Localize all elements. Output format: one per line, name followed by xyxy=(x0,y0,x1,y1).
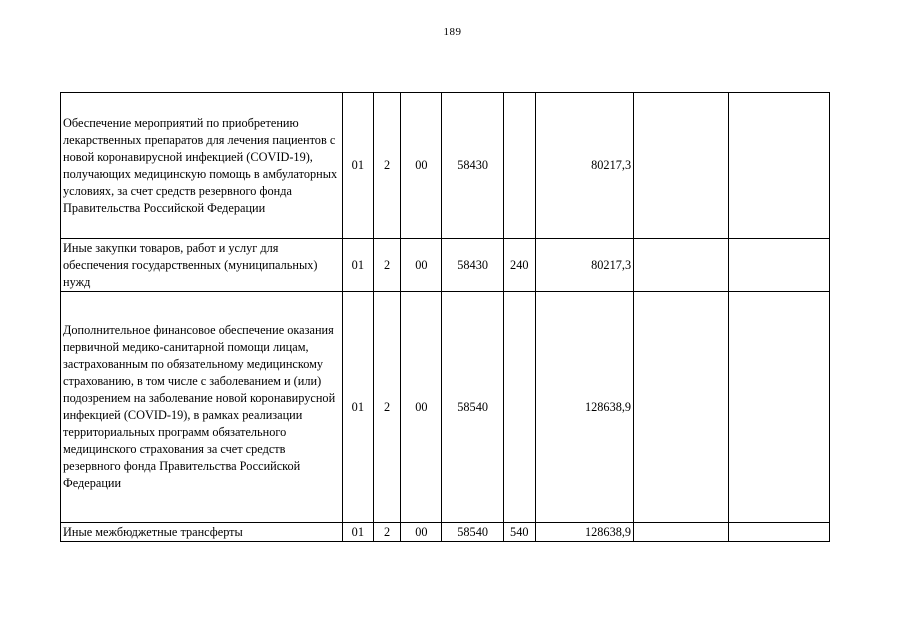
program-code-cell: 01 xyxy=(342,523,373,542)
empty-cell xyxy=(729,292,830,523)
direction-code-cell: 58540 xyxy=(442,292,504,523)
program-code-cell: 01 xyxy=(342,93,373,239)
expense-type-cell xyxy=(503,93,535,239)
event-code-cell: 00 xyxy=(401,239,442,292)
empty-cell xyxy=(634,292,729,523)
table-row xyxy=(61,239,830,292)
row-name-cell: Иные закупки товаров, работ и услуг для обеспечения государственных (муниципальных) нужд xyxy=(61,239,343,292)
direction-code-cell: 58540 xyxy=(442,523,504,542)
empty-cell xyxy=(729,93,830,239)
empty-cell xyxy=(729,239,830,292)
empty-cell xyxy=(729,523,830,542)
expense-type-cell xyxy=(503,292,535,523)
empty-cell xyxy=(634,239,729,292)
table-row xyxy=(61,93,830,239)
amount-cell: 80217,3 xyxy=(535,239,633,292)
event-code-cell: 00 xyxy=(401,93,442,239)
table-row xyxy=(61,292,830,523)
empty-cell xyxy=(634,523,729,542)
subprogram-code-cell: 2 xyxy=(373,239,401,292)
event-code-cell: 00 xyxy=(401,292,442,523)
program-code-cell: 01 xyxy=(342,292,373,523)
row-name-cell: Дополнительное финансовое обеспечение оказания первичной медико-санитарной помощи лицам, застрахованным по обязательному медицинскому страхованию, в том числе с заболеванием и (или) подозрением на заболевание новой коронавирусной инфекцией (COVID-19), в рамках реализации территориальных программ обязательного медицинского страхования за счет средств резервного фонда Правительства Российской Федерации xyxy=(61,292,343,523)
amount-cell: 128638,9 xyxy=(535,292,633,523)
table-row xyxy=(61,523,830,542)
expense-type-cell: 240 xyxy=(503,239,535,292)
row-name-cell: Обеспечение мероприятий по приобретению лекарственных препаратов для лечения пациентов с новой коронавирусной инфекцией (COVID-19), получающих медицинскую помощь в амбулаторных условиях, за счет средств резервного фонда Правительства Российской Федерации xyxy=(61,93,343,239)
direction-code-cell: 58430 xyxy=(442,239,504,292)
empty-cell xyxy=(634,93,729,239)
subprogram-code-cell: 2 xyxy=(373,523,401,542)
event-code-cell: 00 xyxy=(401,523,442,542)
direction-code-cell: 58430 xyxy=(442,93,504,239)
subprogram-code-cell: 2 xyxy=(373,292,401,523)
expense-type-cell: 540 xyxy=(503,523,535,542)
subprogram-code-cell: 2 xyxy=(373,93,401,239)
amount-cell: 80217,3 xyxy=(535,93,633,239)
amount-cell: 128638,9 xyxy=(535,523,633,542)
row-name-cell: Иные межбюджетные трансферты xyxy=(61,523,343,542)
page-number: 189 xyxy=(443,26,462,38)
program-code-cell: 01 xyxy=(342,239,373,292)
budget-table xyxy=(60,92,830,542)
